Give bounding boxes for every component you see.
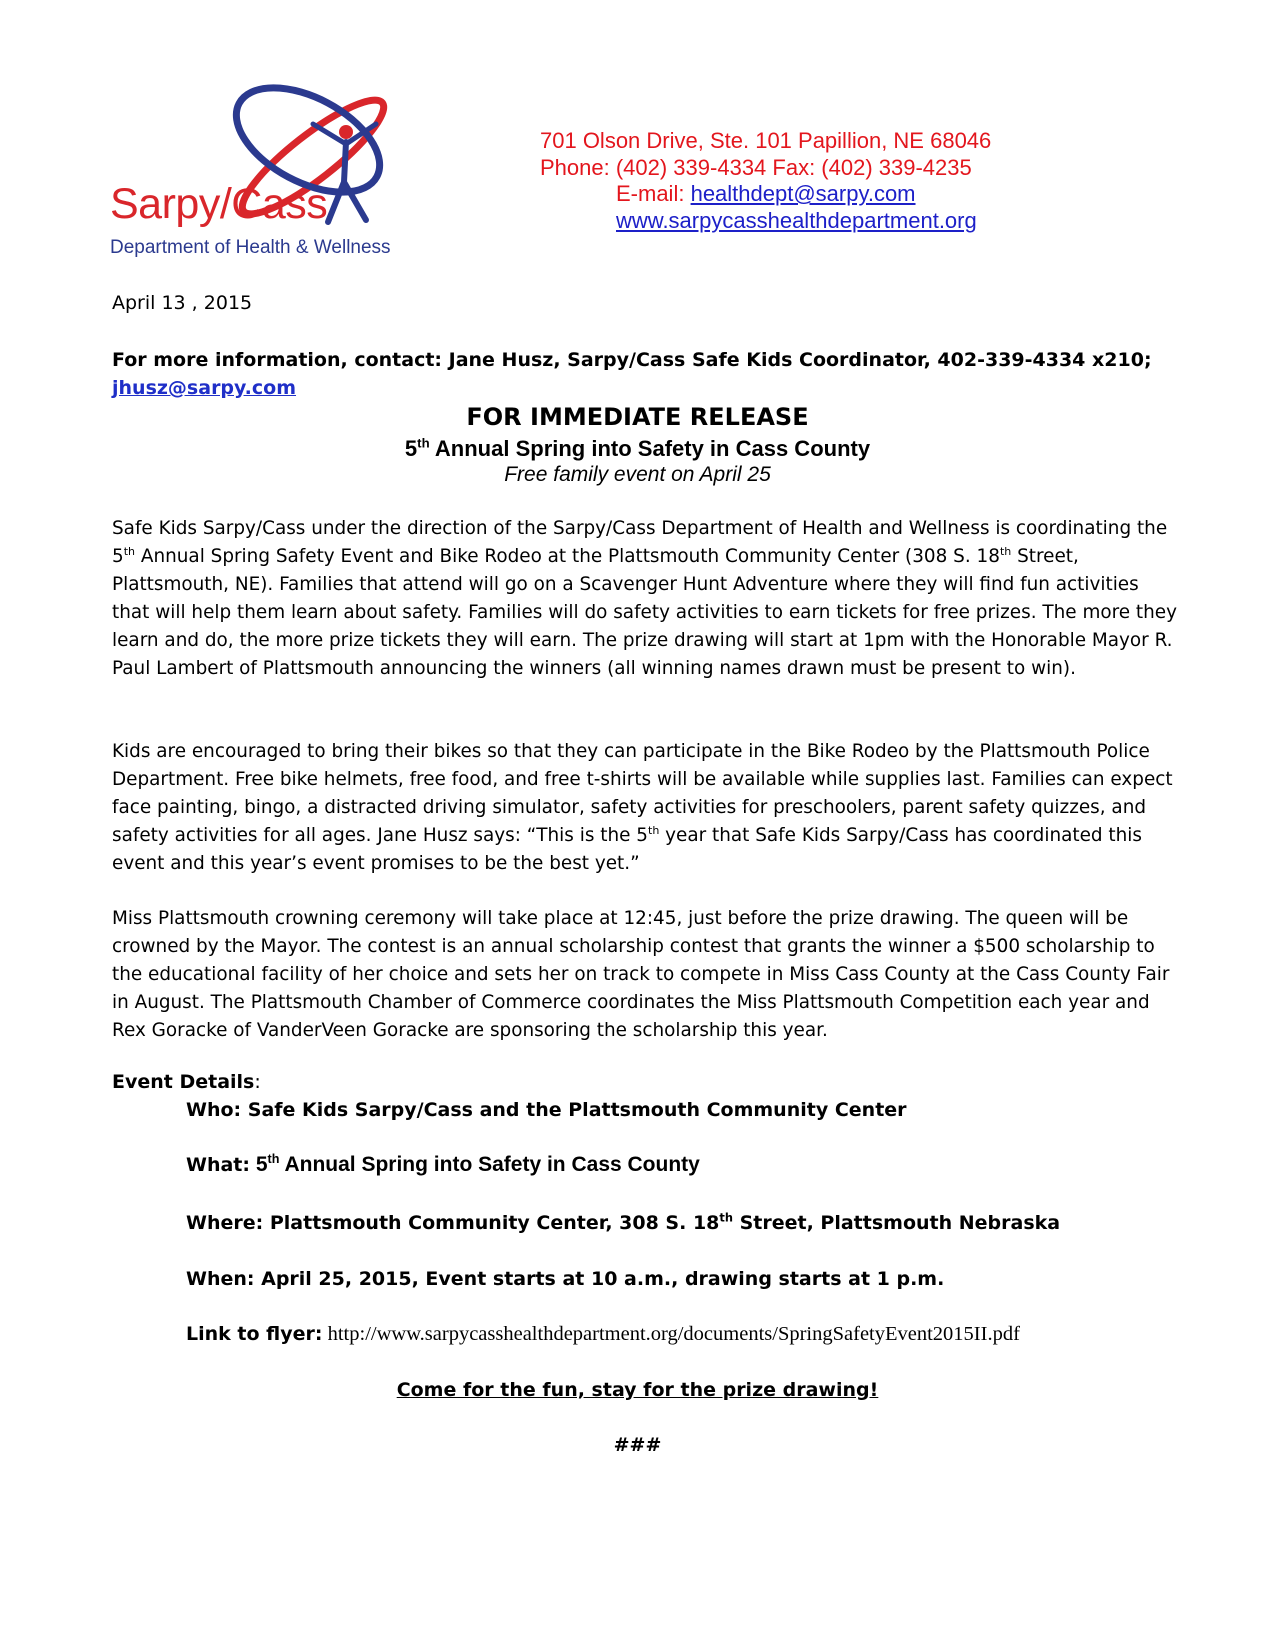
call-to-action: Come for the fun, stay for the prize drawing!	[396, 1379, 879, 1401]
logo-subtitle: Department of Health & Wellness	[110, 237, 391, 258]
event-details-colon: :	[254, 1071, 261, 1093]
event-title-sup: th	[417, 435, 430, 451]
flyer-link-label: Link to flyer:	[186, 1323, 323, 1345]
detail-when	[186, 1268, 944, 1290]
email-line	[540, 181, 991, 208]
who-label: Who:	[186, 1099, 242, 1121]
department-email-link[interactable]: healthdept@sarpy.com	[690, 181, 916, 206]
detail-who	[186, 1099, 907, 1121]
website-link[interactable]: www.sarpycasshealthdepartment.org	[616, 207, 977, 233]
what-sup: th	[267, 1152, 280, 1166]
body-paragraph-2	[112, 738, 1177, 878]
flyer-link-url[interactable]: http://www.sarpycasshealthdepartment.org/documents/SpringSafetyEvent2015II.pdf	[322, 1323, 1020, 1345]
contact-email-link[interactable]: jhusz@sarpy.com	[112, 377, 297, 399]
p2-part-b: year that Safe Kids Sarpy/Cass has coordinated this event and this year’s event promises to be the best yet.”	[112, 825, 1142, 874]
media-contact	[112, 346, 1172, 402]
contact-text: For more information, contact: Jane Husz, Sarpy/Cass Safe Kids Coordinator, 402-339-4334 x210;	[112, 349, 1152, 371]
p1-sup-1: th	[123, 544, 136, 558]
body-paragraph-1	[112, 515, 1177, 683]
what-ordinal: 5	[250, 1153, 268, 1176]
when-label: When:	[186, 1268, 255, 1290]
event-title-ordinal: 5	[404, 436, 418, 461]
where-sup: th	[719, 1210, 733, 1225]
event-details-heading	[112, 1071, 261, 1093]
event-title-text: Annual Spring into Safety in Cass County	[429, 436, 871, 461]
what-text: Annual Spring into Safety in Cass County	[279, 1153, 700, 1176]
end-mark: ###	[613, 1434, 662, 1456]
release-heading: FOR IMMEDIATE RELEASE	[466, 403, 809, 431]
email-label: E-mail:	[616, 181, 685, 206]
where-part-a: Plattsmouth Community Center, 308 S. 18	[263, 1212, 720, 1234]
what-label: What:	[186, 1154, 250, 1176]
where-label: Where:	[186, 1212, 264, 1234]
p2-part-a: Kids are encouraged to bring their bikes so that they can participate in the Bike Rodeo by the Plattsmouth Police Department. Free bike helmets, free food, and free t-shirts will be available while supplies last. Families can expect face painting, bingo, a distracted driving simulator, safety activities for preschoolers, parent safety quizzes, and safety activities for all ages. Jane Husz says: “This is the 5	[112, 741, 1173, 846]
when-value: April 25, 2015, Event starts at 10 a.m., drawing starts at 1 p.m.	[254, 1268, 945, 1290]
body-paragraph-3: Miss Plattsmouth crowning ceremony will take place at 12:45, just before the prize drawing. The queen will be crowned by the Mayor. The contest is an annual scholarship contest that grants the winner a $500 scholarship to the educational facility of her choice and sets her on track to compete in Miss Cass County at the Cass County Fair in August. The Plattsmouth Chamber of Commerce coordinates the Miss Plattsmouth Competition each year and Rex Goracke of VanderVeen Goracke are sponsoring the scholarship this year.	[112, 908, 1170, 1041]
event-title	[0, 436, 1275, 462]
logo-name: Sarpy/Cass	[110, 180, 328, 228]
event-tagline: Free family event on April 25	[504, 463, 771, 486]
event-details-label: Event Details	[112, 1071, 255, 1093]
organization-logo	[108, 72, 428, 262]
phone-fax: Phone: (402) 339-4334 Fax: (402) 339-4235	[540, 154, 972, 180]
website-line	[540, 208, 991, 235]
who-value: Safe Kids Sarpy/Cass and the Plattsmouth Community Center	[241, 1099, 907, 1121]
street-address: 701 Olson Drive, Ste. 101 Papillion, NE 68046	[540, 128, 992, 153]
release-date: April 13 , 2015	[112, 292, 253, 314]
where-part-b: Street, Plattsmouth Nebraska	[732, 1212, 1061, 1234]
detail-where	[186, 1212, 1060, 1234]
what-value	[250, 1153, 700, 1176]
p1-sup-2: th	[999, 544, 1012, 558]
p2-sup: th	[648, 823, 660, 837]
detail-flyer-link	[186, 1323, 1020, 1346]
contact-address-block	[540, 128, 991, 234]
p1-part-b: Annual Spring Safety Event and Bike Rodeo at the Plattsmouth Community Center (308 S. 18	[135, 546, 1000, 567]
p1-part-c: Street, Plattsmouth, NE). Families that attend will go on a Scavenger Hunt Adventure where they will find fun activities that will help them learn about safety. Families will do safety activities to earn tickets for free prizes. The more they learn and do, the more prize tickets they will earn. The prize drawing will start at 1pm with the Honorable Mayor R. Paul Lambert of Plattsmouth announcing the winners (all winning names drawn must be present to win).	[112, 546, 1177, 679]
p1-part-a: Safe Kids Sarpy/Cass under the direction of the Sarpy/Cass Department of Health and Wellness is coordinating the 5	[112, 518, 1168, 567]
detail-what	[186, 1153, 700, 1177]
